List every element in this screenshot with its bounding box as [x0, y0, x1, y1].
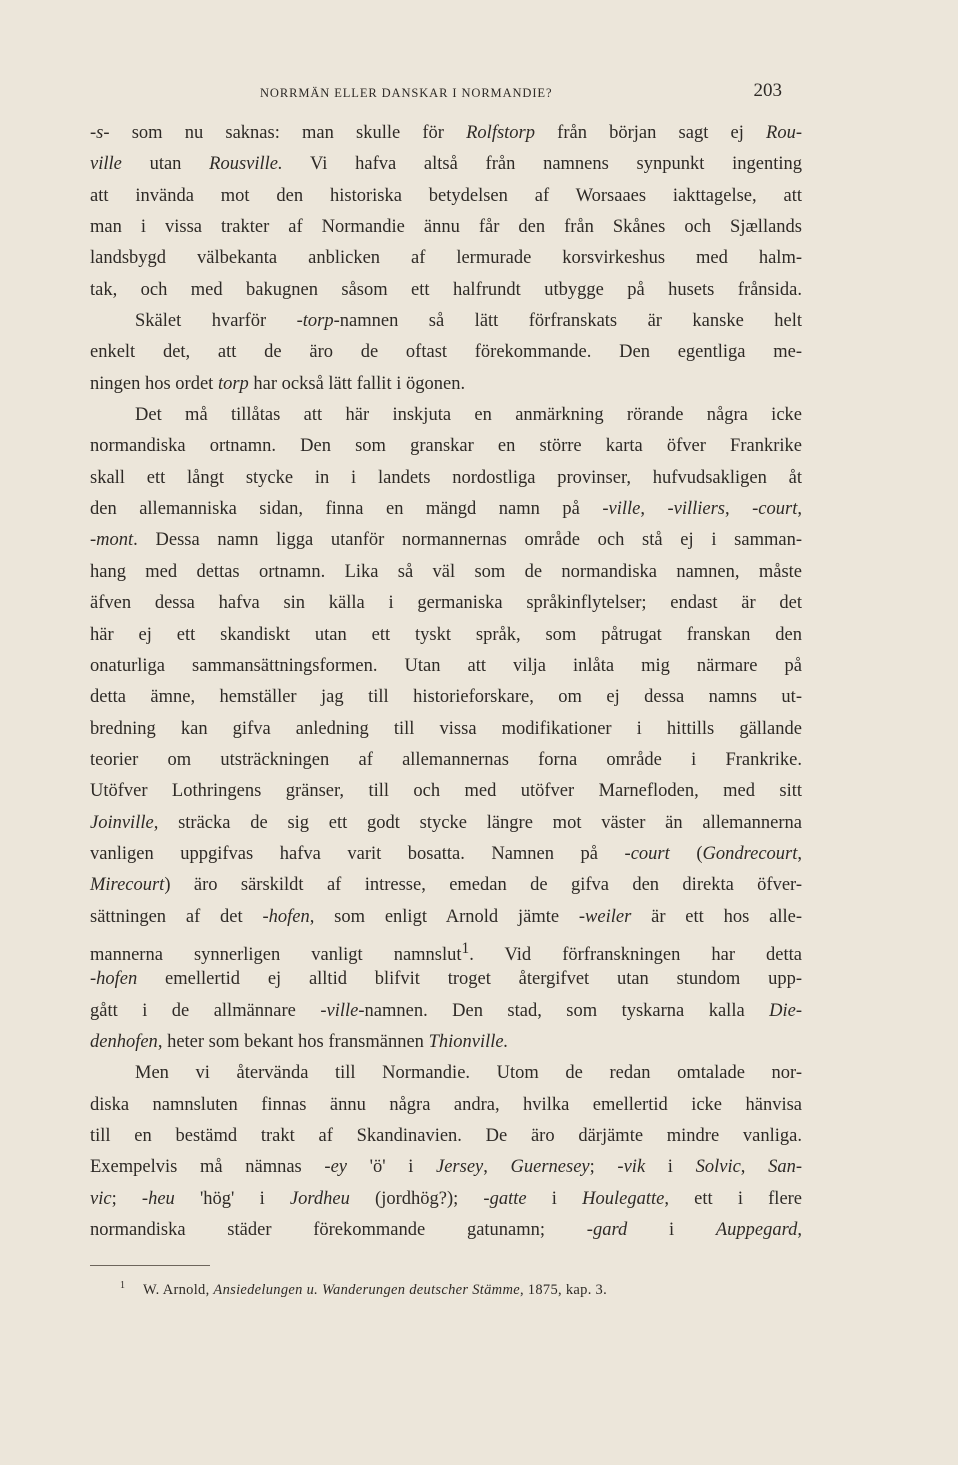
text-line: Skälet hvarför -torp-namnen så lätt förfranskats är kanske helt — [135, 311, 802, 332]
footnote-text: W. Arnold, Ansiedelungen u. Wanderungen deutscher Stämme, 1875, kap. 3. — [142, 1281, 608, 1298]
text-line: Mirecourt) äro särskildt af intresse, emedan de gifva den direkta öfver- — [90, 875, 802, 896]
text-line: skall ett långt stycke in i landets nordostliga provinser, hufvudsakligen åt — [90, 467, 802, 488]
text-line: landsbygd välbekanta anblicken af lermurade korsvirkeshus med halm- — [90, 248, 802, 269]
text-line: normandiska städer förekommande gatunamn; -gard i Auppegard, — [90, 1220, 802, 1241]
body-text — [90, 118, 802, 1246]
text-line: gått i de allmännare -ville-namnen. Den stad, som tyskarna kalla Die- — [90, 1000, 802, 1021]
footnote-marker: 1 — [120, 1280, 126, 1291]
page-number: 203 — [753, 80, 782, 101]
text-line: normandiska ortnamn. Den som granskar en större karta öfver Frankrike — [90, 436, 802, 457]
text-line: Utöfver Lothringens gränser, till och med utöfver Marnefloden, med sitt — [90, 781, 802, 802]
text-line: -hofen emellertid ej alltid blifvit troget återgifvet utan stundom upp- — [90, 969, 802, 990]
text-line: Det må tillåtas att här inskjuta en anmärkning rörande några icke — [135, 405, 802, 426]
text-line: -s- som nu saknas: man skulle för Rolfstorp från början sagt ej Rou- — [90, 123, 802, 143]
text-line: hang med dettas ortnamn. Lika så väl som de normandiska namnen, måste — [90, 561, 802, 582]
running-title: NORRMÄN ELLER DANSKAR I NORMANDIE? — [260, 86, 553, 100]
text-line: äfven dessa hafva sin källa i germaniska språkinflytelser; endast är det — [90, 593, 802, 614]
text-line: diska namnsluten finnas ännu några andra, hvilka emellertid icke hänvisa — [90, 1094, 802, 1115]
text-line: teorier om utsträckningen af allemannernas forna område i Frankrike. — [90, 749, 802, 770]
text-line: Exempelvis må nämnas -ey 'ö' i Jersey, Guernesey; -vik i Solvic, San- — [90, 1157, 802, 1178]
text-line: vanligen uppgifvas hafva varit bosatta. Namnen på -court (Gondrecourt, — [90, 843, 802, 864]
text-line: enkelt det, att de äro de oftast förekommande. Den egentliga me- — [90, 342, 802, 363]
text-line: onaturliga sammansättningsformen. Utan att vilja inlåta mig närmare på — [90, 655, 802, 676]
text-line: man i vissa trakter af Normandie ännu får den från Skånes och Sjællands — [90, 217, 802, 238]
text-line: Joinville, sträcka de sig ett godt stycke längre mot väster än allemannerna — [90, 812, 802, 833]
text-line: detta ämne, hemställer jag till historieforskare, om ej dessa namns ut- — [90, 687, 802, 708]
footnote-rule — [90, 1265, 210, 1266]
text-line: här ej ett skandiskt utan ett tyskt språk, som påtrugat franskan den — [90, 624, 802, 645]
text-line: ningen hos ordet torp har också lätt fallit i ögonen. — [90, 373, 466, 394]
footnote — [120, 1280, 608, 1299]
text-line: den allemanniska sidan, finna en mängd namn på -ville, -villiers, -court, — [90, 499, 802, 520]
text-line: till en bestämd trakt af Skandinavien. De äro därjämte mindre vanliga. — [90, 1126, 802, 1146]
text-line: vic; -heu 'hög' i Jordheu (jordhög?); -gatte i Houlegatte, ett i flere — [90, 1188, 803, 1209]
text-line: -mont. Dessa namn ligga utanför normannernas område och stå ej i samman- — [90, 530, 802, 551]
text-line: ville utan Rousville. Vi hafva altså från namnens synpunkt ingenting — [90, 154, 802, 175]
text-line: mannerna synnerligen vanligt namnslut$^1$. Vid förfranskningen har detta — [90, 939, 802, 966]
text-line: sättningen af det -hofen, som enligt Arnold jämte -weiler är ett hos alle- — [90, 906, 802, 927]
text-line: att invända mot den historiska betydelsen af Worsaaes iakttagelse, att — [90, 185, 802, 206]
page-header — [90, 80, 782, 106]
text-line: Men vi återvända till Normandie. Utom de redan omtalade nor- — [135, 1063, 802, 1084]
text-line: tak, och med bakugnen såsom ett halfrundt utbygge på husets frånsida. — [90, 279, 802, 300]
text-line: denhofen, heter som bekant hos fransmännen Thionville. — [90, 1031, 509, 1052]
text-line: bredning kan gifva anledning till vissa modifikationer i hittills gällande — [90, 718, 802, 739]
